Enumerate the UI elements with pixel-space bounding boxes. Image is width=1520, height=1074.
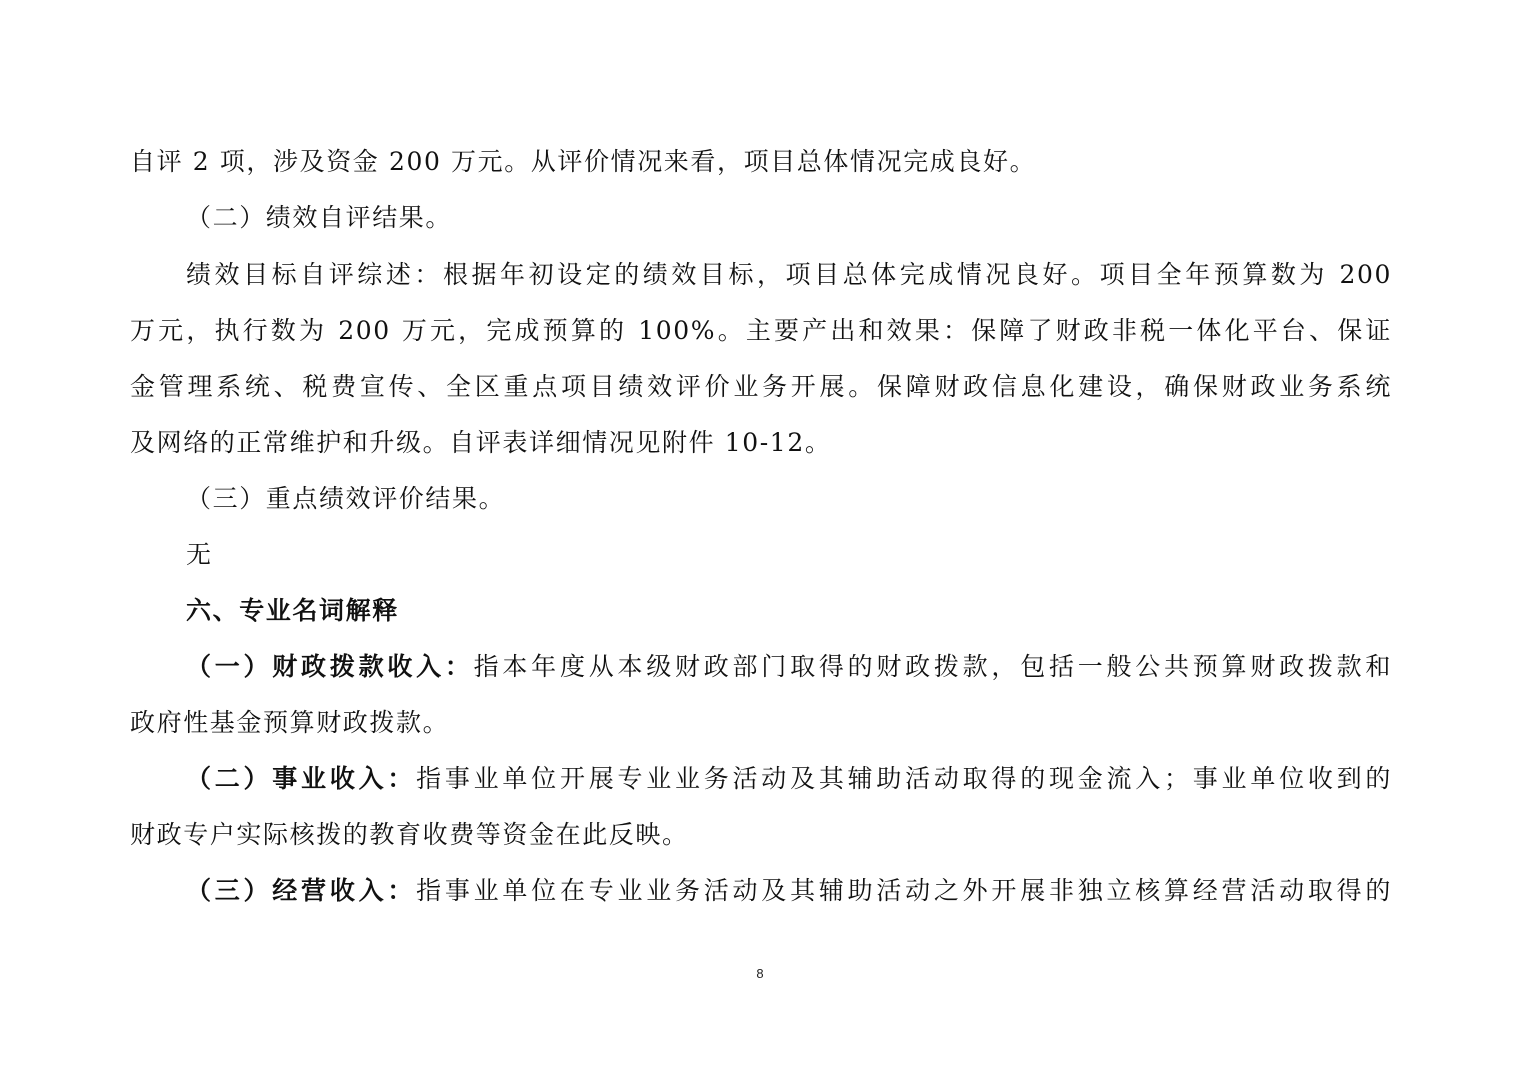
paragraph-line: 金管理系统、税费宣传、全区重点项目绩效评价业务开展。保障财政信息化建设，确保财政业务系统 — [130, 372, 1392, 401]
section-heading-self-evaluation-results: （二）绩效自评结果。 — [186, 203, 453, 232]
paragraph-line: 无 — [186, 540, 213, 569]
section-heading-glossary: 六、专业名词解释 — [186, 596, 399, 625]
term-label: （一）财政拨款收入： — [186, 652, 474, 681]
term-definition — [186, 764, 1392, 794]
paragraph-line: 绩效目标自评综述：根据年初设定的绩效目标，项目总体完成情况良好。项目全年预算数为 200 — [186, 260, 1392, 289]
paragraph-line: 财政专户实际核拨的教育收费等资金在此反映。 — [130, 820, 689, 849]
term-text: 指本年度从本级财政部门取得的财政拨款，包括一般公共预算财政拨款和 — [473, 652, 1392, 681]
term-text: 指事业单位开展专业业务活动及其辅助活动取得的现金流入；事业单位收到的 — [416, 764, 1392, 793]
paragraph-line: 自评 2 项，涉及资金 200 万元。从评价情况来看，项目总体情况完成良好。 — [130, 147, 1037, 176]
term-text: 指事业单位在专业业务活动及其辅助活动之外开展非独立核算经营活动取得的 — [416, 876, 1392, 905]
paragraph-line: 万元，执行数为 200 万元，完成预算的 100%。主要产出和效果：保障了财政非税一体化平台、保证 — [130, 316, 1392, 345]
paragraph-line: 政府性基金预算财政拨款。 — [130, 708, 450, 737]
paragraph-line: 及网络的正常维护和升级。自评表详细情况见附件 10-12。 — [130, 428, 832, 457]
term-label: （三）经营收入： — [186, 876, 417, 905]
term-definition — [186, 652, 1392, 682]
term-definition — [186, 876, 1392, 906]
section-heading-key-evaluation-results: （三）重点绩效评价结果。 — [186, 484, 506, 513]
page-number: 8 — [756, 966, 764, 981]
term-label: （二）事业收入： — [186, 764, 417, 793]
